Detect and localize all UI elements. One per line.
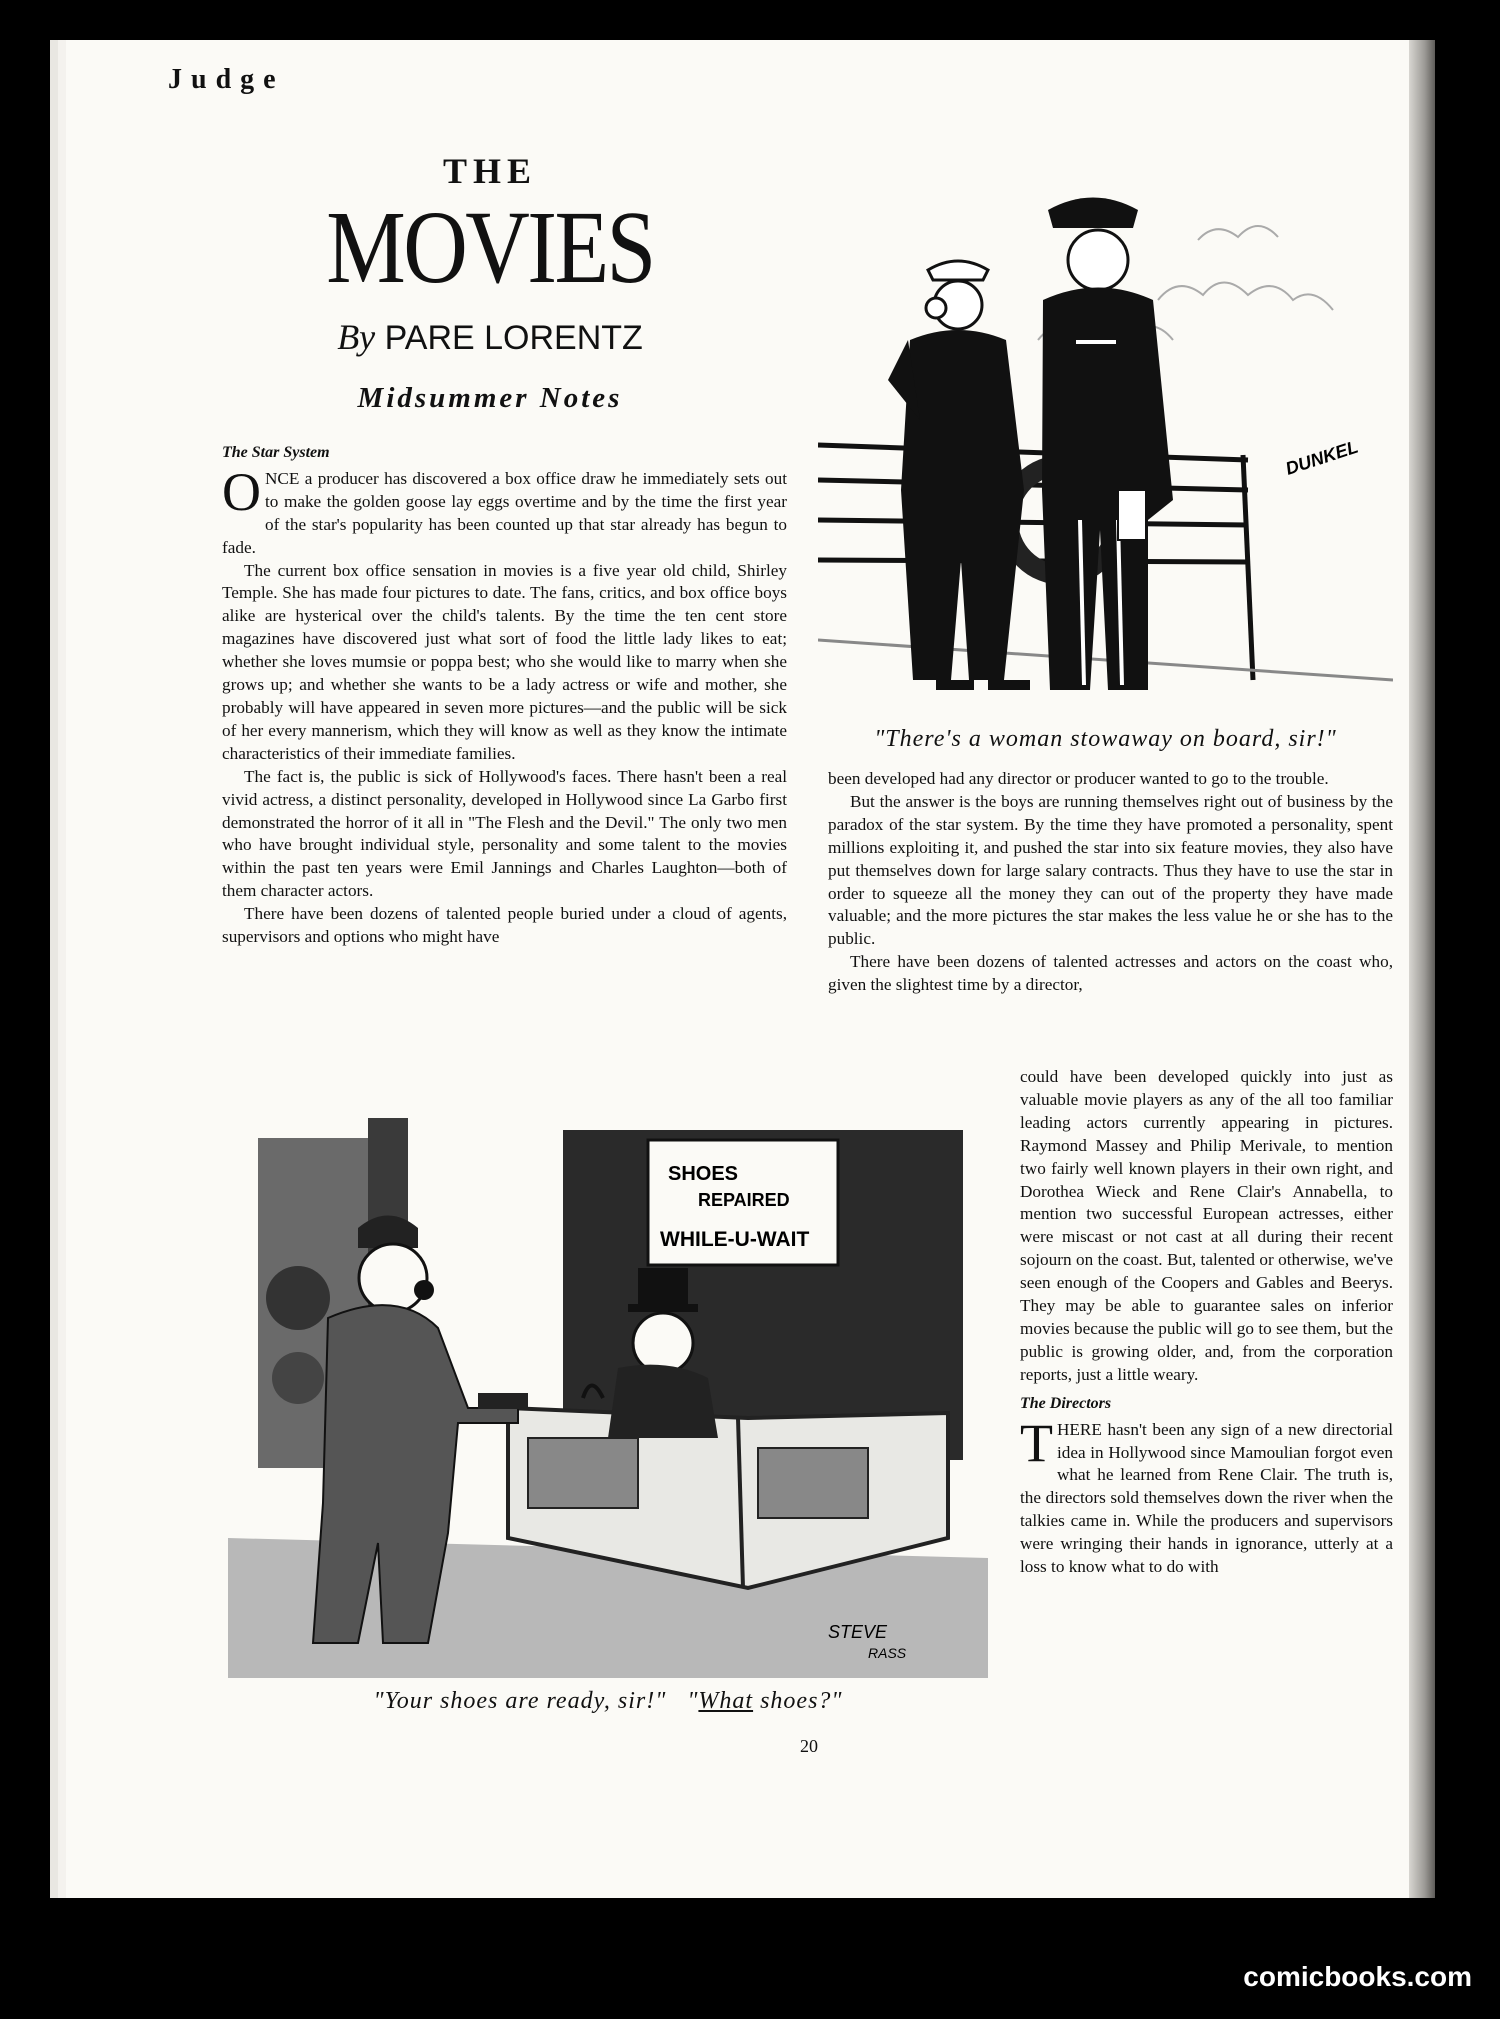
caption-part-b-open: " [687, 1688, 699, 1714]
paragraph: There have been dozens of talented people buried under a cloud of agents, supervisors and options who might have [222, 904, 787, 947]
caption-part-b-emphasis: What [698, 1688, 754, 1714]
paragraph: But the answer is the boys are running themselves right out of business by the paradox of the star system. By the time they have promoted a personality, spent millions exploiting it, and pushed the star into six feature movies, they also have put themselves down for large salary contracts. Thus they have to use the star in order to squeeze all the money they can out of the property they have made valuable; and the more pictures the star makes the less value he or she has to the public. [828, 791, 1393, 949]
cartoon-shoe-repair [228, 1118, 988, 1678]
article-column-2 [828, 768, 1393, 997]
byline [170, 316, 810, 358]
caption-part-b-rest: shoes?" [753, 1688, 843, 1714]
article-column-1 [222, 442, 787, 949]
cartoon-signature-1: STEVE [828, 1622, 888, 1642]
paragraph [1020, 1412, 1393, 1579]
cartoon-caption-2 [228, 1688, 988, 1715]
sign-text-while-u-wait: WHILE-U-WAIT [660, 1228, 810, 1251]
title-the: THE [442, 151, 538, 191]
sign-text-repaired: REPAIRED [698, 1190, 790, 1210]
section-heading-directors: The Directors [1020, 1394, 1112, 1412]
paragraph: could have been developed quickly into just as valuable movie players as any of the all too familiar leading actors currently appearing in pictures. Raymond Massey and Philip Merivale, to mention two fairly well known players in their own right, and Dorothea Wieck and Rene Clair's Annabella, to mention two successful European actresses, either were miscast or not cast at all during their recent sojourn on the coast. But, talented or otherwise, we've seen enough of the Coopers and Gables and Beerys. They may be able to guarantee sales on inferior movies because the public will go to see them, but the public is growing older, and, from the corporation reports, just a little weary. [1020, 1067, 1393, 1384]
cartoon-caption-1: "There's a woman stowaway on board, sir!" [874, 726, 1337, 752]
watermark: comicbooks.com [1243, 1961, 1472, 1992]
paragraph: been developed had any director or producer wanted to go to the trouble. [828, 769, 1329, 788]
drop-cap: O [222, 461, 261, 522]
paragraph [222, 461, 787, 560]
subhead: Midsummer Notes [357, 382, 623, 414]
page-edge-shadow [1409, 40, 1435, 1898]
byline-author: PARE LORENTZ [384, 319, 643, 357]
cartoon-signature-2: RASS [868, 1645, 907, 1661]
paragraph-text: HERE hasn't been any sign of a new directorial idea in Hollywood since Mamoulian forgot even what he learned from Rene Clair. The truth is, the directors sold themselves down the river when the talkies came in. While the producers and supervisors were wringing their hands in ignorance, utterly at a loss to know what to do with [1020, 1419, 1393, 1577]
caption-part-a: "Your shoes are ready, sir!" [373, 1688, 667, 1714]
paragraph-text: NCE a producer has discovered a box office draw he immediately sets out to make the golden goose lay eggs overtime and by the time the first year of the star's popularity has been counted up that star already has begun to fade. [222, 468, 787, 557]
byline-by: By [337, 317, 376, 357]
title-movies: MOVIES [326, 190, 654, 305]
section-heading-star-system: The Star System [222, 444, 330, 461]
paragraph: There have been dozens of talented actresses and actors on the coast who, given the slightest time by a director, [828, 952, 1393, 995]
sign-text-shoes: SHOES [668, 1163, 739, 1185]
paragraph: The fact is, the public is sick of Hollywood's faces. There hasn't been a real vivid actress, a distinct personality, developed in Hollywood since La Garbo first demonstrated the horror of it all in "The Flesh and the Devil." The only two men who have brought individual style, personality and some talent to the movies within the past ten years were Emil Jannings and Charles Laughton—both of them character actors. [222, 766, 787, 901]
paragraph: The current box office sensation in movies is a five year old child, Shirley Temple. She has made four pictures to date. The fans, critics, and box office boys alike are hysterical over the child's talents. By the time the ten cent store magazines have discovered just what sort of food the little lady likes to eat; whether she loves mumsie or poppa best; who she would like to marry when she grows up; and whether she wants to be a lady actress or wife and mother, she probably will have appeared in seven more pictures—and the public will be sick of her every mannerism, which they will know as well as they know the intimate characteristics of their immediate families. [222, 560, 787, 763]
article-column-3 [1020, 1066, 1393, 1579]
drop-cap: T [1020, 1412, 1053, 1473]
masthead: Judge [168, 64, 285, 95]
page-number: 20 [800, 1736, 818, 1756]
cartoon-sailor-admiral [818, 180, 1393, 720]
title-block [170, 150, 810, 415]
cartoon-signature: DUNKEL [1283, 436, 1361, 479]
